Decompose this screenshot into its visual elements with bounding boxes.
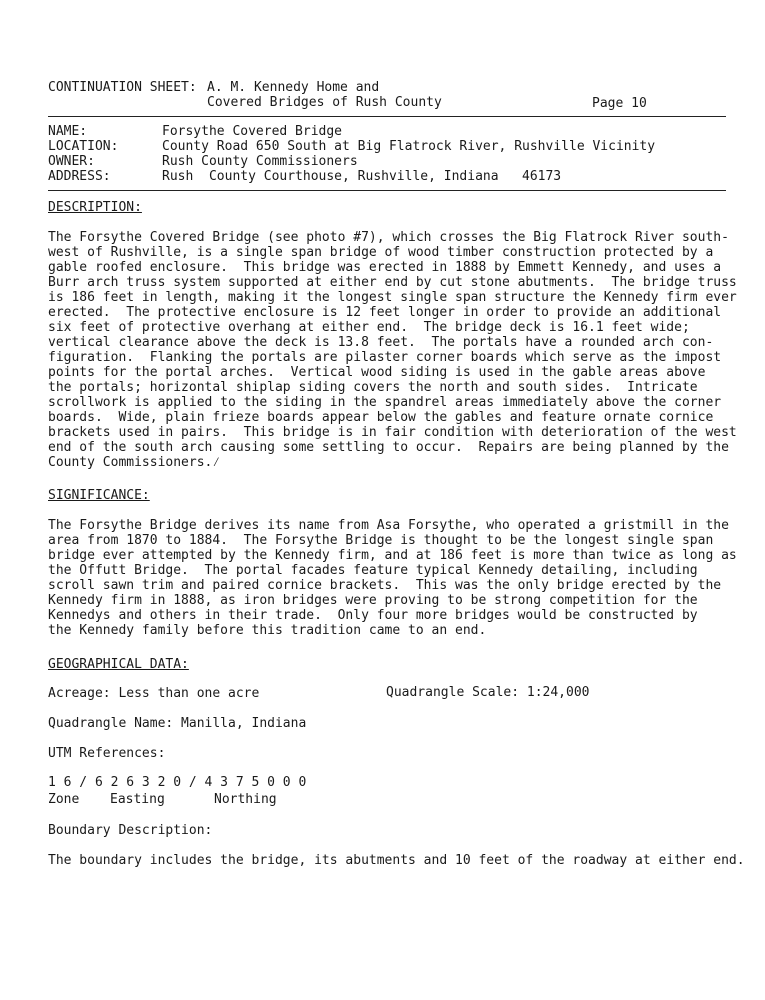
quadrangle-scale: Quadrangle Scale: 1:24,000 [386,685,590,700]
boundary-text: The boundary includes the bridge, its abutments and 10 feet of the roadway at either end. [48,853,745,868]
geo-heading: GEOGRAPHICAL DATA: [48,657,189,672]
sheet-label: CONTINUATION SHEET: [48,80,197,95]
owner-label: OWNER: [48,154,95,169]
description-line: County Commissioners.⁄ [48,455,221,470]
description-heading: DESCRIPTION: [48,200,142,215]
name-label: NAME: [48,124,88,139]
description-line: figuration. Flanking the portals are pilaster corner boards which serve as the impost [48,350,722,365]
acreage: Acreage: Less than one acre [48,686,260,701]
name-value: Forsythe Covered Bridge [162,124,343,139]
address-value: Rush County Courthouse, Rushville, Indiana [162,169,499,184]
utm-label: UTM References: [48,746,166,761]
significance-line: Kennedys and others in their trade. Only four more bridges would be constructed by [48,608,698,623]
description-line: brackets used in pairs. This bridge is in fair condition with deterioration of the west [48,425,737,440]
significance-body [48,518,737,638]
zone-label: Zone [48,792,80,807]
owner-value: Rush County Commissioners [162,154,358,169]
significance-line: The Forsythe Bridge derives its name from Asa Forsythe, who operated a gristmill in the [48,518,729,533]
quadrangle-name: Quadrangle Name: Manilla, Indiana [48,716,307,731]
description-line: boards. Wide, plain frieze boards appear below the gables and feature ornate cornice [48,410,714,425]
significance-line: the Kennedy family before this tradition came to an end. [48,623,487,638]
description-line: Burr arch truss system supported at either end by cut stone abutments. The bridge truss [48,275,737,290]
description-line: vertical clearance above the deck is 13.8 feet. The portals have a rounded arch con- [48,335,714,350]
significance-line: scroll sawn trim and paired cornice brackets. This was the only bridge erected by the [48,578,722,593]
description-line: erected. The protective enclosure is 12 feet longer in order to provide an additional [48,305,722,320]
description-line: points for the portal arches. Vertical wood siding is used in the gable areas above [48,365,706,380]
easting-label: Easting [110,792,165,807]
description-body [48,230,737,470]
address-zip: 46173 [522,169,562,184]
location-label: LOCATION: [48,139,119,154]
boundary-label: Boundary Description: [48,823,213,838]
description-line: gable roofed enclosure. This bridge was erected in 1888 by Emmett Kennedy, and uses a [48,260,722,275]
northing-label: Northing [214,792,277,807]
significance-heading: SIGNIFICANCE: [48,488,150,503]
header-rule [48,116,726,117]
significance-line: area from 1870 to 1884. The Forsythe Bridge is thought to be the longest single span [48,533,714,548]
address-label: ADDRESS: [48,169,111,184]
header-title-line2: Covered Bridges of Rush County [207,95,442,110]
header-title-line1: A. M. Kennedy Home and [207,80,380,95]
description-line: west of Rushville, is a single span bridge of wood timber construction protected by a [48,245,714,260]
significance-line: Kennedy firm in 1888, as iron bridges were proving to be strong competition for the [48,593,698,608]
info-rule [48,190,726,191]
significance-line: the Offutt Bridge. The portal facades feature typical Kennedy detailing, including [48,563,698,578]
description-line: the portals; horizontal shiplap siding covers the north and south sides. Intricate [48,380,698,395]
description-line: scrollwork is applied to the siding in the spandrel areas immediately above the corner [48,395,722,410]
location-value: County Road 650 South at Big Flatrock River, Rushville Vicinity [162,139,656,154]
page-number: Page 10 [592,96,647,111]
utm-value: 1 6 / 6 2 6 3 2 0 / 4 3 7 5 0 0 0 [48,775,307,790]
description-line: The Forsythe Covered Bridge (see photo #7), which crosses the Big Flatrock River south- [48,230,729,245]
description-line: is 186 feet in length, making it the longest single span structure the Kennedy firm ever [48,290,737,305]
description-line: end of the south arch causing some settling to occur. Repairs are being planned by the [48,440,729,455]
description-line: six feet of protective overhang at either end. The bridge deck is 16.1 feet wide; [48,320,690,335]
significance-line: bridge ever attempted by the Kennedy firm, and at 186 feet is more than twice as long as [48,548,737,563]
